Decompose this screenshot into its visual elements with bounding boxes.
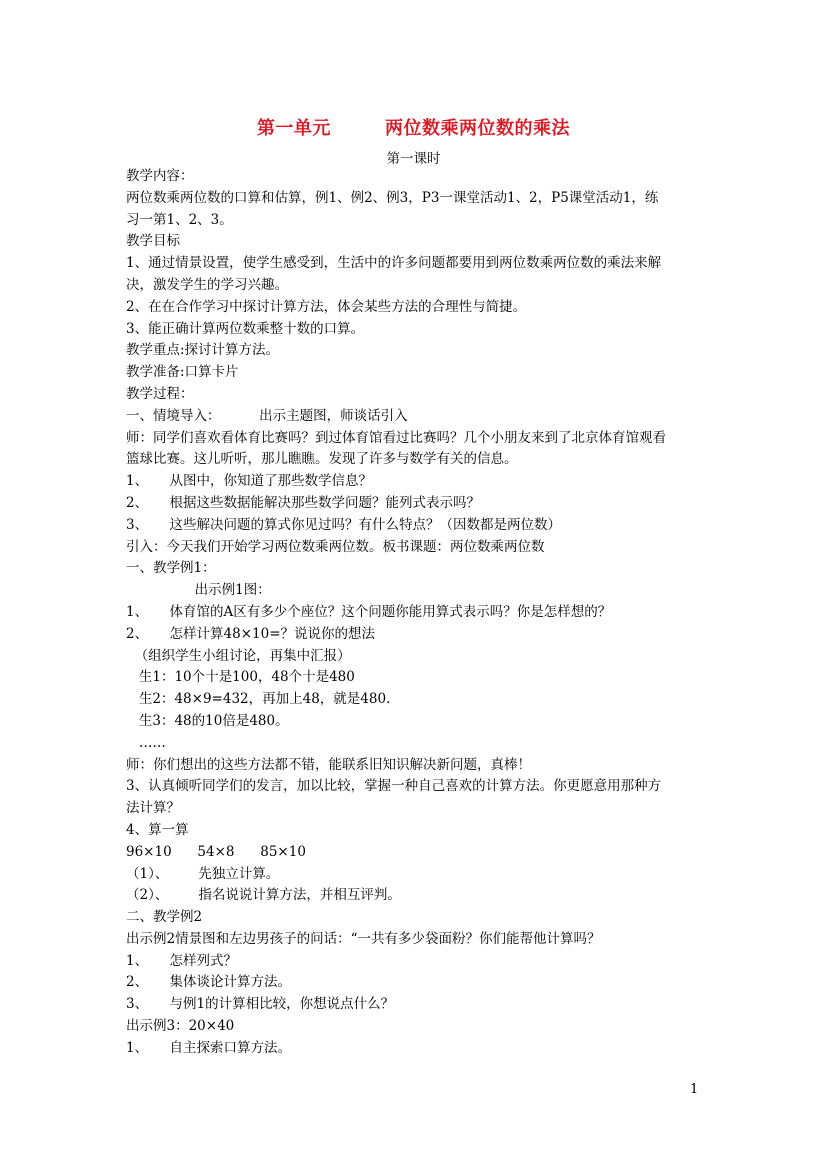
document-subtitle: 第一课时	[386, 151, 441, 167]
text-line: 2、 集体谈论计算方法。	[126, 974, 292, 991]
text-line: 出示例1图：	[126, 582, 271, 599]
page-number: 1	[690, 1082, 699, 1097]
document-body	[126, 166, 711, 1060]
text-line: 2、在在合作学习中探讨计算方法，体会某些方法的合理性与简捷。	[126, 298, 527, 315]
text-line: 教学目标	[126, 233, 180, 250]
text-line: 1、 从图中，你知道了那些数学信息？	[126, 473, 373, 490]
text-line: 出示例3：20×40	[126, 1018, 235, 1035]
text-line: 生3：48的10倍是480。	[126, 712, 289, 729]
text-line: 1、 怎样列式？	[126, 952, 238, 969]
text-line: 教学重点:探讨计算方法。	[126, 342, 280, 359]
text-line: 2、 根据这些数据能解决那些数学问题？能列式表示吗？	[126, 494, 481, 511]
text-line: 教学过程：	[126, 385, 194, 402]
text-line: 3、 这些解决问题的算式你见过吗？有什么特点？（因数都是两位数）	[126, 516, 562, 533]
text-line: 1、 体育馆的A区有多少个座位？这个问题你能用算式表示吗？你是怎样想的？	[126, 603, 612, 620]
text-line: 师：同学们喜欢看体育比赛吗？到过体育馆看过比赛吗？几个小朋友来到了北京体育馆观看	[126, 429, 666, 446]
text-line: 一、情境导入： 出示主题图，师谈话引入	[126, 407, 408, 424]
text-line: 两位数乘两位数的口算和估算，例1、例2、例3，P3一课堂活动1、2，P5课堂活动1，练	[126, 189, 659, 206]
text-line: 生1：10个十是100，48个十是480	[126, 669, 355, 686]
text-line: 4、算一算	[126, 821, 189, 838]
text-line: 法计算？	[126, 800, 180, 817]
text-line: 3、能正确计算两位数乘整十数的口算。	[126, 320, 365, 337]
text-line: 引入：今天我们开始学习两位数乘两位数。板书课题：两位数乘两位数	[126, 538, 545, 555]
text-line: 篮球比赛。这儿听听，那儿瞧瞧。发现了许多与数学有关的信息。	[126, 451, 518, 468]
text-line: 生2：48×9=432，再加上48，就是480.	[126, 691, 391, 708]
text-line: 2、 怎样计算48×10=？说说你的想法	[126, 625, 376, 642]
text-line: 出示例2情景图和左边男孩子的问话：“一共有多少袋面粉？你们能帮他计算吗？	[126, 930, 601, 947]
text-line: 3、 与例1的计算相比较，你想说点什么？	[126, 996, 395, 1013]
text-line: （2）、 指名说说计算方法，并相互评判。	[126, 887, 401, 904]
text-line: 教学内容：	[126, 168, 194, 184]
text-line: ……	[126, 734, 166, 751]
text-line: 3、认真倾听同学们的发言，加以比较，掌握一种自己喜欢的计算方法。你更愿意用那种方	[126, 778, 662, 795]
document-title: 第一单元 两位数乘两位数的乘法	[256, 118, 571, 139]
text-line: 1、 自主探索口算方法。	[126, 1039, 292, 1056]
text-line: 1、通过情景设置，使学生感受到，生活中的许多问题都要用到两位数乘两位数的乘法来解	[126, 255, 662, 272]
text-line: 二、教学例2	[126, 909, 203, 926]
text-line: 决，激发学生的学习兴趣。	[126, 276, 288, 293]
text-line: 教学准备:口算卡片	[126, 364, 239, 381]
text-line: （组织学生小组讨论，再集中汇报）	[126, 647, 351, 664]
text-line: （1）、 先独立计算。	[126, 865, 280, 882]
text-line: 一、教学例1：	[126, 560, 216, 577]
text-line: 师：你们想出的这些方法都不错，能联系旧知识解决新问题，真棒！	[126, 756, 531, 773]
text-line: 96×10 54×8 85×10	[126, 843, 306, 860]
text-line: 习一第1、2、3。	[126, 211, 233, 228]
